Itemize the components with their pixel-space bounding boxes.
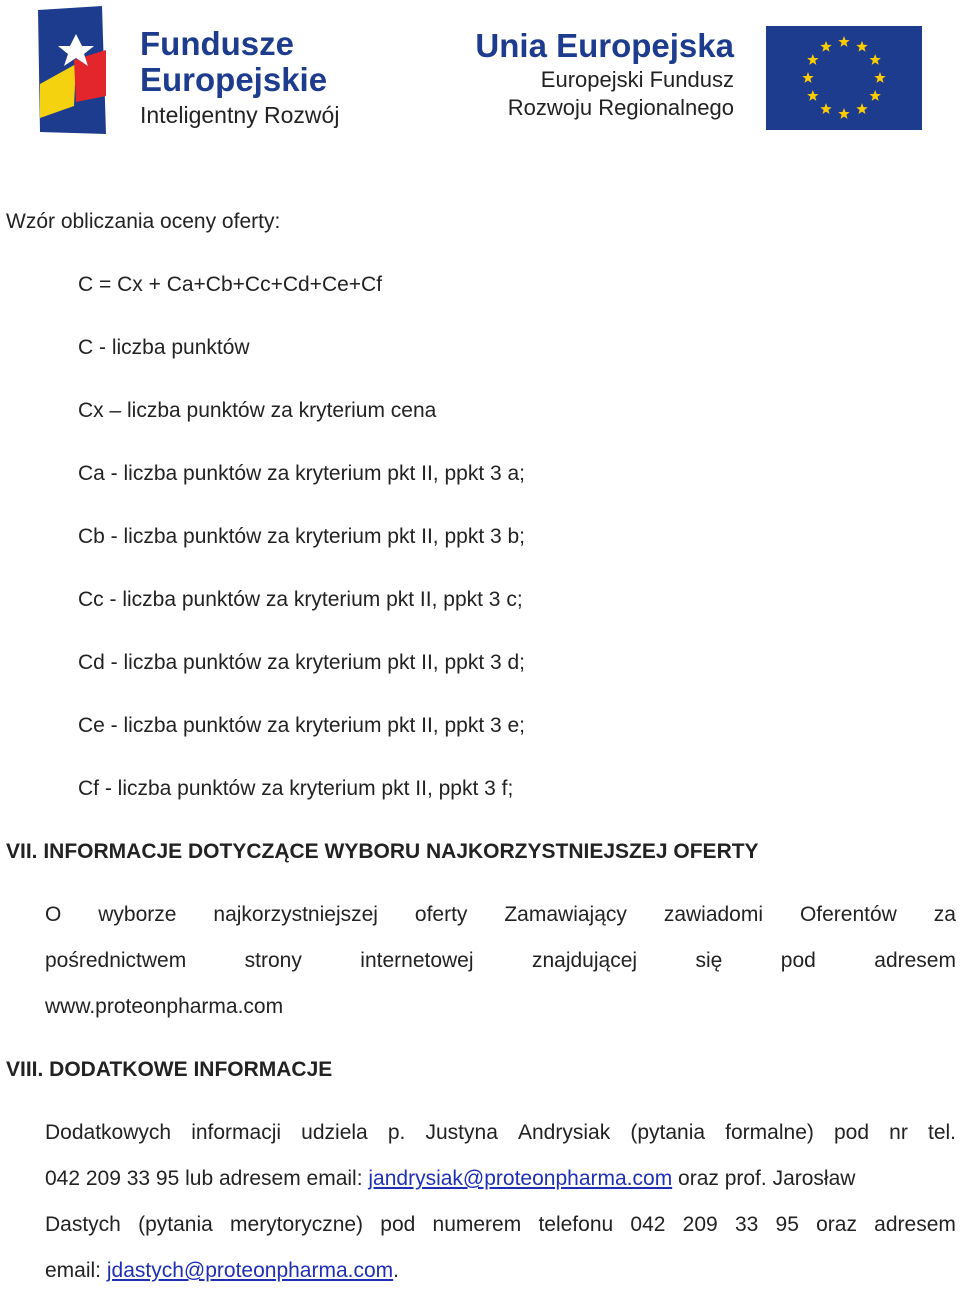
fe-emblem-icon (36, 6, 136, 136)
definition-line: Cd - liczba punktów za kryterium pkt II, ppkt 3 d; (78, 651, 526, 674)
section-8-paragraph-line (45, 1165, 956, 1193)
email-link-jdastych[interactable]: jdastych@proteonpharma.com (106, 1259, 394, 1282)
section-8-heading: VIII. DODATKOWE INFORMACJE (6, 1058, 333, 1081)
paragraph-word: zawiadomi (663, 903, 764, 926)
formula: C = Cx + Ca+Cb+Cc+Cd+Ce+Cf (78, 273, 383, 296)
website-address: www.proteonpharma.com (45, 995, 284, 1018)
paragraph-word: (pytania (630, 1121, 706, 1144)
paragraph-word: merytoryczne) (230, 1213, 364, 1236)
email-link-jandrysiak[interactable]: jandrysiak@proteonpharma.com (368, 1167, 673, 1190)
paragraph-word: oraz (816, 1213, 857, 1236)
contact-text: email: (45, 1259, 107, 1282)
contact-text: oraz prof. Jarosław (672, 1167, 856, 1190)
unia-europejska-logo (458, 26, 928, 136)
paragraph-word: Oferentów (799, 903, 897, 926)
fe-logo-line2: Europejskie (140, 61, 328, 98)
paragraph-word: 95 (775, 1213, 799, 1236)
contact-text: . (393, 1259, 399, 1282)
eu-flag-icon (766, 26, 922, 130)
paragraph-word: za (933, 903, 956, 926)
fe-logo-line3: Inteligentny Rozwój (140, 102, 340, 128)
paragraph-word: Zamawiający (504, 903, 627, 926)
paragraph-word: pośrednictwem (45, 949, 187, 972)
formula-intro: Wzór obliczania oceny oferty: (6, 210, 281, 233)
definition-line: Cx – liczba punktów za kryterium cena (78, 399, 437, 422)
paragraph-word: 042 (630, 1213, 666, 1236)
paragraph-word: pod (780, 949, 816, 972)
definition-line: Cc - liczba punktów za kryterium pkt II, ppkt 3 c; (78, 588, 523, 611)
definition-line: Cb - liczba punktów za kryterium pkt II, ppkt 3 b; (78, 525, 526, 548)
paragraph-word: pod (834, 1121, 870, 1144)
paragraph-word: najkorzystniejszej (213, 903, 378, 926)
section-8-paragraph-line (45, 1211, 956, 1239)
paragraph-word: informacji (191, 1121, 282, 1144)
paragraph-word: 33 (734, 1213, 759, 1236)
definition-line: Cf - liczba punktów za kryterium pkt II, ppkt 3 f; (78, 777, 514, 800)
paragraph-word: adresem (874, 1213, 956, 1236)
paragraph-word: oferty (414, 903, 468, 926)
paragraph-word: formalne) (725, 1121, 814, 1144)
section-7-paragraph-line (45, 901, 956, 929)
paragraph-word: udziela (301, 1121, 368, 1144)
section-7-heading: VII. INFORMACJE DOTYCZĄCE WYBORU NAJKORZYSTNIEJSZEJ OFERTY (6, 840, 759, 863)
paragraph-word: tel. (927, 1121, 956, 1144)
paragraph-word: Justyna (425, 1121, 498, 1144)
paragraph-word: strony (244, 949, 302, 972)
paragraph-word: nr (889, 1121, 908, 1144)
paragraph-word: telefonu (538, 1213, 614, 1236)
section-8-paragraph-line (45, 1119, 956, 1147)
paragraph-word: wyborze (98, 903, 177, 926)
ue-logo-line1: Unia Europejska (475, 27, 734, 64)
definition-line: Ce - liczba punktów za kryterium pkt II, ppkt 3 e; (78, 714, 526, 737)
paragraph-word: numerem (432, 1213, 522, 1236)
fe-logo-line1: Fundusze (140, 25, 294, 62)
paragraph-word: znajdującej (531, 949, 638, 972)
paragraph-word: adresem (874, 949, 956, 972)
ue-logo-line3: Rozwoju Regionalnego (507, 95, 734, 120)
fundusze-europejskie-logo (36, 6, 366, 136)
paragraph-word: internetowej (360, 949, 474, 972)
paragraph-word: się (695, 949, 723, 972)
paragraph-word: pod (380, 1213, 416, 1236)
ue-logo-line2: Europejski Fundusz (540, 67, 734, 92)
paragraph-word: 209 (682, 1213, 718, 1236)
paragraph-word: p. (387, 1121, 406, 1144)
paragraph-word: Andrysiak (518, 1121, 611, 1144)
paragraph-word: (pytania (138, 1213, 213, 1236)
section-8-paragraph-line (45, 1257, 399, 1285)
paragraph-word: Dastych (45, 1213, 121, 1236)
paragraph-word: Dodatkowych (45, 1121, 172, 1144)
paragraph-word: O (45, 903, 62, 926)
definition-line: C - liczba punktów (78, 336, 250, 359)
contact-text: 042 209 33 95 lub adresem email: (45, 1167, 369, 1190)
section-7-paragraph-line (45, 947, 956, 975)
definition-line: Ca - liczba punktów za kryterium pkt II, ppkt 3 a; (78, 462, 526, 485)
